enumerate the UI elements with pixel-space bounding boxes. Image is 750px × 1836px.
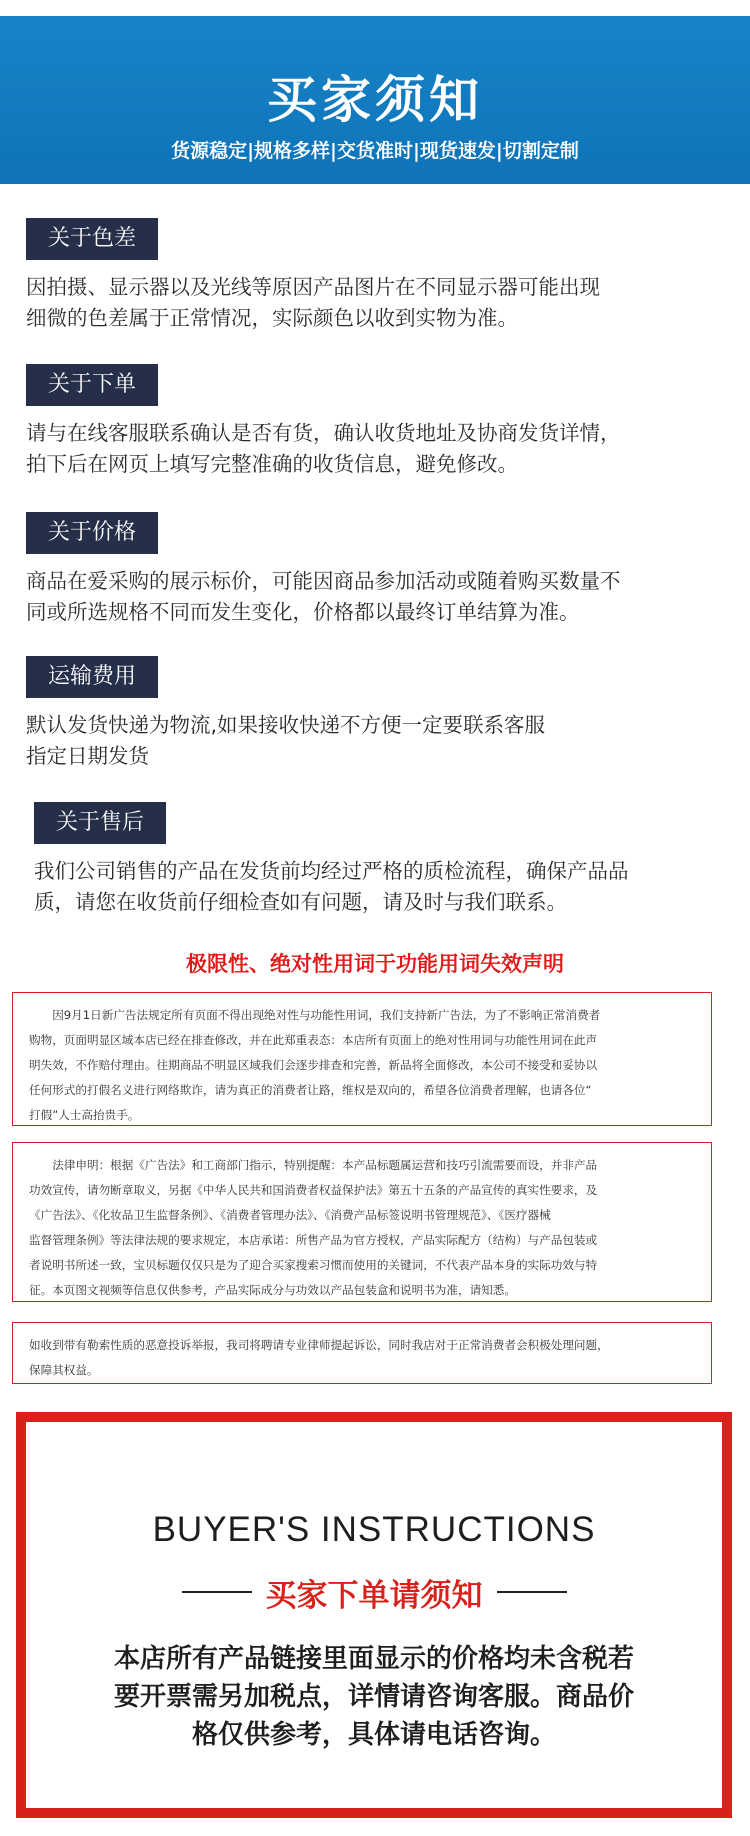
page-title: 买家须知 (267, 71, 483, 129)
buyer-instructions-text (42, 1640, 706, 1754)
notice-line: 明失效，不作赔付理由。往期商品不明显区域我们会逐步排查和完善，新品将全面修改，本公司不接受和妥协以 (29, 1058, 598, 1072)
section-text (26, 710, 726, 772)
divider-line-right (497, 1591, 567, 1593)
notice-line: 保障其权益。 (29, 1363, 99, 1377)
section-color-difference (26, 218, 726, 334)
section-tag: 关于价格 (26, 512, 158, 554)
notice-box-wording (12, 992, 712, 1126)
notice-title: 极限性、绝对性用词于功能用词失效声明 (186, 952, 564, 976)
section-text (26, 566, 726, 628)
notice-box-legal (12, 1142, 712, 1302)
buyer-instructions-line: 要开票需另加税点，详情请咨询客服。商品价 (113, 1682, 634, 1712)
buyer-instructions-title-row (26, 1572, 722, 1612)
notice-line: 打假”人士高抬贵手。 (29, 1108, 140, 1122)
section-after-sales (34, 802, 734, 918)
section-price (26, 512, 726, 628)
notice-line: 如收到带有勒索性质的恶意投诉举报，我司将聘请专业律师提起诉讼，同时我店对于正常消费者会积极处理问题， (29, 1338, 609, 1352)
section-text (26, 418, 726, 480)
section-text-line: 我们公司销售的产品在发货前均经过严格的质检流程，确保产品品 (34, 859, 629, 883)
notice-line: 者说明书所述一致，宝贝标题仅仅只是为了迎合买家搜索习惯而使用的关键词，不代表产品本身的实际功效与特 (29, 1258, 598, 1272)
section-text-line: 商品在爱采购的展示标价，可能因商品参加活动或随着购买数量不 (26, 569, 621, 593)
section-text-line: 细微的色差属于正常情况，实际颜色以收到实物为准。 (26, 306, 518, 330)
section-tag: 关于售后 (34, 802, 166, 844)
section-text-line: 因拍摄、显示器以及光线等原因产品图片在不同显示器可能出现 (26, 275, 600, 299)
section-tag: 运输费用 (26, 656, 158, 698)
section-text (34, 856, 734, 918)
section-shipping-fee (26, 656, 726, 772)
notice-line: 法律申明：根据《广告法》和工商部门指示，特别提醒：本产品标题属运营和技巧引流需要而设，并非产品 (29, 1158, 598, 1172)
notice-box-complaint (12, 1322, 712, 1384)
notice-line: 《广告法》、《化妆品卫生监督条例》、《消费者管理办法》、《消费产品标签说明书管理规范》、《医疗器械 (29, 1208, 551, 1222)
section-tag: 关于下单 (26, 364, 158, 406)
section-text-line: 同或所选规格不同而发生变化，价格都以最终订单结算为准。 (26, 600, 580, 624)
section-text-line: 请与在线客服联系确认是否有货，确认收货地址及协商发货详情， (26, 421, 621, 445)
notice-line: 征。本页图文视频等信息仅供参考，产品实际成分与功效以产品包装盒和说明书为准，请知悉。 (29, 1283, 516, 1297)
buyer-instructions-box (16, 1412, 732, 1818)
section-ordering (26, 364, 726, 480)
section-text-line: 质，请您在收货前仔细检查如有问题，请及时与我们联系。 (34, 890, 567, 914)
notice-line: 监督管理条例》等法律法规的要求规定，本店承诺：所售产品为官方授权，产品实际配方（结构）与产品包装或 (29, 1233, 598, 1247)
header-subtitle: 货源稳定|规格多样|交货准时|现货速发|切割定制 (171, 140, 579, 162)
section-text-line: 指定日期发货 (26, 744, 149, 768)
buyer-instructions-line: 格仅供参考，具体请电话咨询。 (191, 1720, 556, 1750)
header-banner (0, 16, 750, 184)
section-text-line: 默认发货快递为物流,如果接收快递不方便一定要联系客服 (26, 713, 546, 737)
divider-line-left (182, 1591, 252, 1593)
notice-line: 任何形式的打假名义进行网络欺诈，请为真正的消费者让路，维权是双向的，希望各位消费者理解，也请各位“ (29, 1083, 592, 1097)
buyer-instructions-line: 本店所有产品链接里面显示的价格均未含税若 (113, 1644, 634, 1674)
section-text-line: 拍下后在网页上填写完整准确的收货信息，避免修改。 (26, 452, 518, 476)
notice-line: 购物，页面明显区域本店已经在排查修改，并在此郑重表态：本店所有页面上的绝对性用词与功能性用词在此声 (29, 1033, 598, 1047)
buyer-instructions-cn-title: 买家下单请须知 (265, 1577, 483, 1614)
notice-line: 因9月1日新广告法规定所有页面不得出现绝对性与功能性用词，我们支持新广告法，为了不影响正常消费者 (29, 1008, 601, 1022)
notice-line: 功效宣传，请勿断章取义，另据《中华人民共和国消费者权益保护法》第五十五条的产品宣传的真实性要求，及 (29, 1183, 598, 1197)
section-tag: 关于色差 (26, 218, 158, 260)
section-text (26, 272, 726, 334)
buyer-instructions-en-title: BUYER'S INSTRUCTIONS (152, 1510, 596, 1549)
